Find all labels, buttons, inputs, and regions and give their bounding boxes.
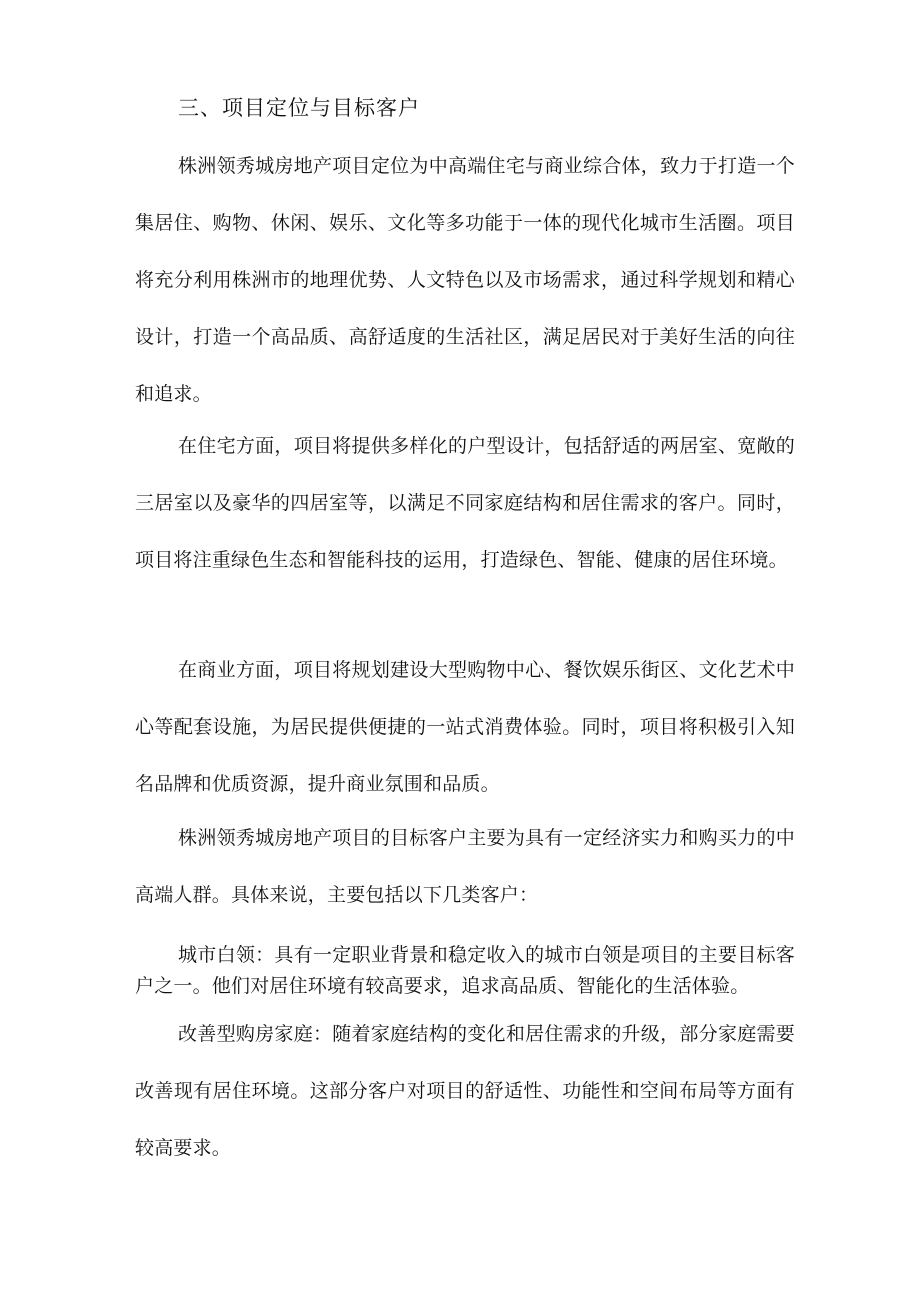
paragraph-target-customers: 株洲领秀城房地产项目的目标客户主要为具有一定经济实力和购买力的中高端人群。具体来说，主要包括以下几类客户： bbox=[135, 827, 795, 906]
paragraph-white-collar: 城市白领：具有一定职业背景和稳定收入的城市白领是项目的主要目标客户之一。他们对居住环境有较高要求，追求高品质、智能化的生活体验。 bbox=[135, 944, 795, 997]
paragraph-upgrade-families: 改善型购房家庭：随着家庭结构的变化和居住需求的升级，部分家庭需要改善现有居住环境。这部分客户对项目的舒适性、功能性和空间布局等方面有较高要求。 bbox=[135, 1023, 795, 1159]
paragraph-commercial: 在商业方面，项目将规划建设大型购物中心、餐饮娱乐街区、文化艺术中心等配套设施，为居民提供便捷的一站式消费体验。同时，项目将积极引入知名品牌和优质资源，提升商业氛围和品质。 bbox=[135, 659, 795, 795]
section-heading: 三、项目定位与目标客户 bbox=[178, 96, 420, 120]
paragraph-residential: 在住宅方面，项目将提供多样化的户型设计，包括舒适的两居室、宽敞的三居室以及豪华的四居室等，以满足不同家庭结构和居住需求的客户。同时，项目将注重绿色生态和智能科技的运用，打造绿色、智能、健康的居住环境。 bbox=[135, 435, 795, 571]
paragraph-positioning: 株洲领秀城房地产项目定位为中高端住宅与商业综合体，致力于打造一个集居住、购物、休闲、娱乐、文化等多功能于一体的现代化城市生活圈。项目将充分利用株洲市的地理优势、人文特色以及市场需求，通过科学规划和精心设计，打造一个高品质、高舒适度的生活社区，满足居民对于美好生活的向往和追求。 bbox=[135, 155, 795, 405]
